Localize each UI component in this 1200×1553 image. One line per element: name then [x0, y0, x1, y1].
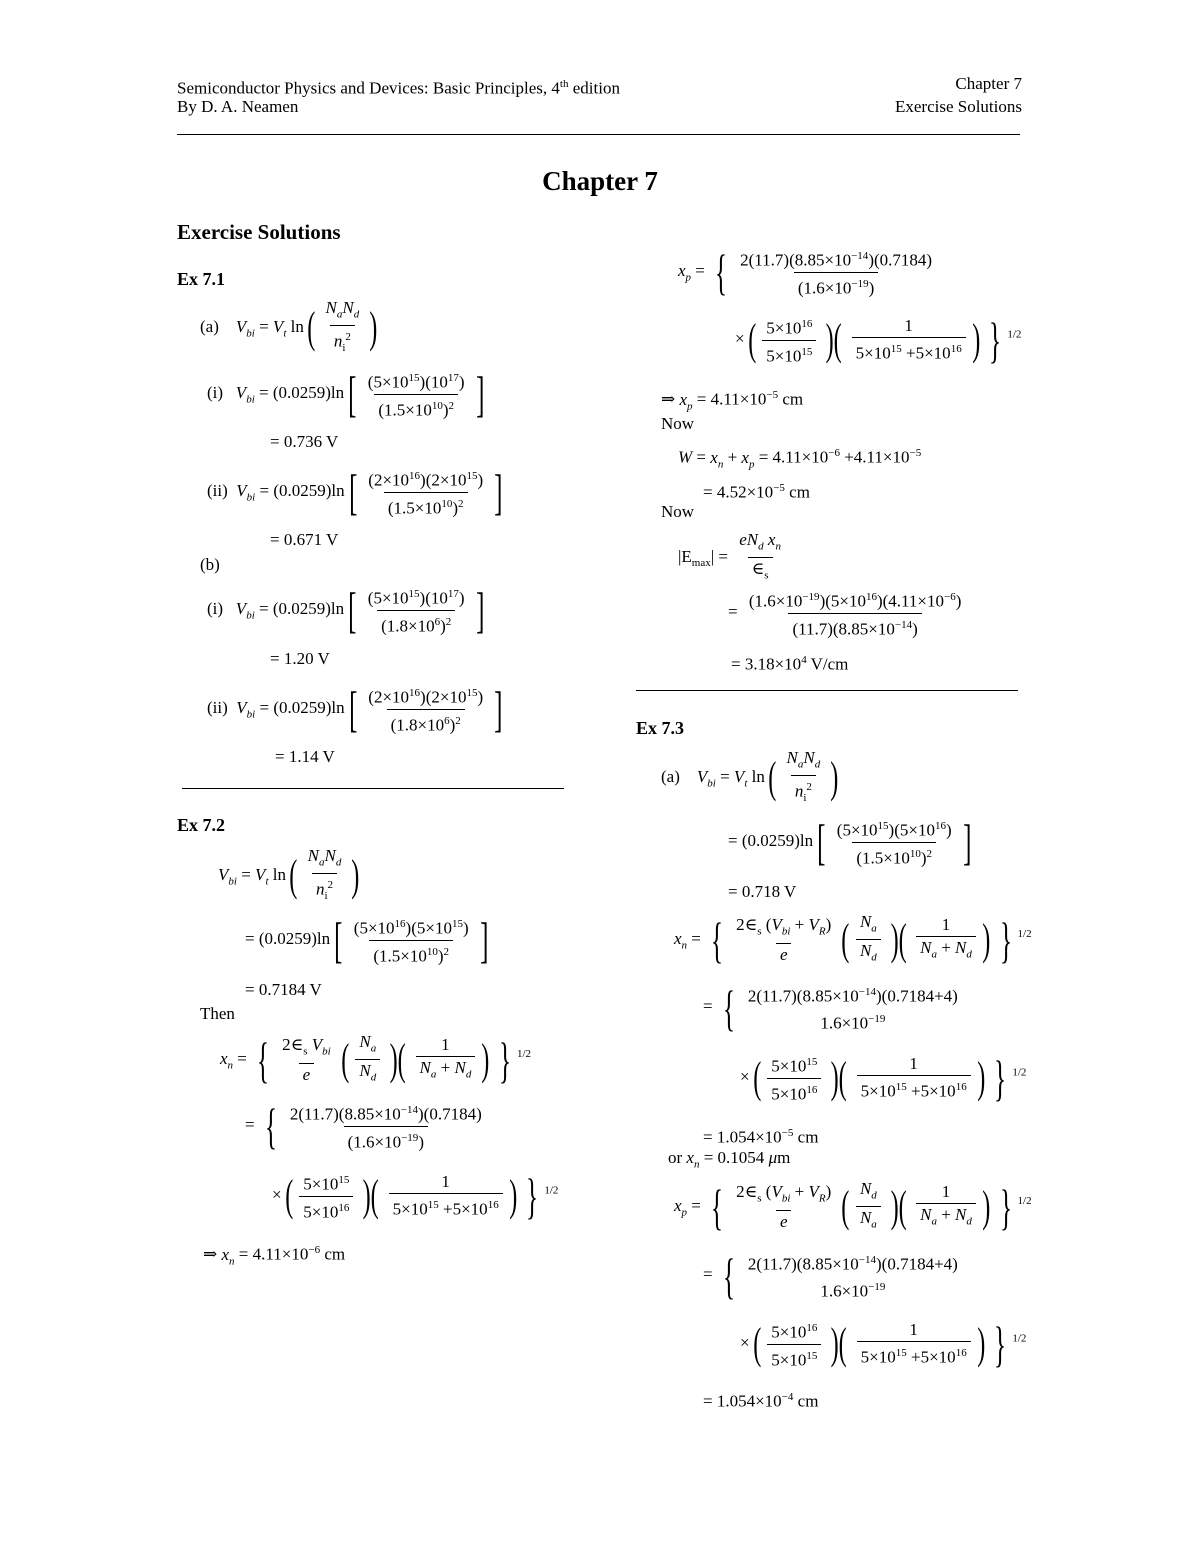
ex73-xn-numeric-1: = { $2(11.7)(8.85\times 10^{-14})(0.7184+4)$ $1.6\times 10^{-19}$	[703, 979, 958, 1036]
ex72-now-2: Now	[661, 502, 695, 521]
ex72-now-1: Now	[661, 414, 695, 433]
ex73-xn-formula: $x_n$ = { $2\in_s$ $(V_{bi} + V_R)$ e ( $\frac{N_a}{N_d}$ )( $\frac{1}{N_a + N_d}$ ) } $^{1/2}$	[674, 911, 1032, 968]
header-chapter: Chapter 7	[955, 74, 1022, 93]
ex72-xp-result: ⇒ $x_p = 4.11\times 10^{-5}$ cm	[661, 389, 804, 413]
ex72-emax-numeric: = $\frac{(1.6\times 10^{-19})(5\times 10^{16})(4.11\times 10^{-6})}{(11.7)(8.85\times 10^{-14})}$	[728, 591, 962, 639]
ex73-xp-result: = $1.054\times 10^{-4}$ cm	[703, 1391, 819, 1411]
ex72-xn-numeric-1: = { $\frac{2(11.7)(8.85\times 10^{-14})(0.7184)}{(1.6\times 10^{-19})}$	[245, 1098, 482, 1155]
ex71-divider	[182, 788, 564, 789]
ex72-w-result: = $4.52\times 10^{-5}$ cm	[703, 482, 810, 502]
ex71-heading: Ex 7.1	[177, 269, 226, 289]
ex73-xn-numeric-2: ×( $\frac{5\times 10^{15}}{5\times 10^{16}}$ )( $\frac{1}{5\times 10^{15} +5\times 10^{16}}$ ) } $^{1/2}$	[740, 1050, 1027, 1107]
ex71-b-label: (b)	[200, 555, 220, 574]
page-title: Chapter 7	[542, 166, 658, 196]
ex72-xn-numeric-2: ×( $\frac{5\times 10^{15}}{5\times 10^{16}}$ )( $\frac{1}{5\times 10^{15} +5\times 10^{16}}$ ) } $^{1/2}$	[272, 1168, 559, 1225]
ex73-xp-formula: $x_p$ = { $2\in_s$ $(V_{bi} + V_R)$ e ( $\frac{N_d}{N_a}$ )( $\frac{1}{N_a + N_d}$ ) } $^{1/2}$	[674, 1178, 1032, 1235]
page-subtitle: Exercise Solutions	[177, 220, 341, 244]
author: By D. A. Neamen	[177, 97, 299, 116]
ex72-xn-formula: $x_n$ = { $2\in_s$ $V_{bi}$ e ( $\frac{N_a}{N_d}$ )( $\frac{1}{N_a + N_d}$ ) } $^{1/2}$	[220, 1031, 532, 1088]
ex73-vbi-numeric: = (0.0259)ln[ $\frac{(5\times 10^{15})(5\times 10^{16})}{(1.5\times 10^{10})^2}$ ]	[728, 814, 972, 871]
header-section: Exercise Solutions	[894, 97, 1022, 116]
ex72-w-formula: $W = x_n + x_p = 4.11\times 10^{-6} +4.11\times 10^{-5}$	[678, 447, 922, 471]
header-rule	[177, 134, 1020, 135]
ex73-xn-result: = $1.054\times 10^{-5}$ cm	[703, 1127, 819, 1147]
ex72-vbi-result: = 0.7184 V	[245, 980, 322, 999]
ex71-ai-formula: (i) $V_{bi} = (0.0259)\ln$[ $\frac{(5\times 10^{15})(10^{17})}{(1.5\times 10^{10})^2}$ ]	[207, 366, 485, 423]
ex72-vbi-numeric: = (0.0259)ln[ $\frac{(5\times 10^{16})(5\times 10^{15})}{(1.5\times 10^{10})^2}$ ]	[245, 912, 489, 969]
ex72-emax-result: = $3.18\times 10^4$ V/cm	[731, 654, 849, 674]
ex73-xp-numeric-1: = { $2(11.7)(8.85\times 10^{-14})(0.7184+4)$ $1.6\times 10^{-19}$	[703, 1247, 958, 1304]
ex72-xn-result: ⇒ $x_n = 4.11\times 10^{-6}$ cm	[203, 1244, 346, 1268]
ex73-xp-numeric-2: ×( $\frac{5\times 10^{16}}{5\times 10^{15}}$ )( $\frac{1}{5\times 10^{15} +5\times 10^{16}}$ ) } $^{1/2}$	[740, 1316, 1027, 1373]
ex72-heading: Ex 7.2	[177, 815, 226, 835]
book-title: Semiconductor Physics and Devices: Basic Principles, 4th edition	[177, 78, 620, 98]
ex71-ai-result: = 0.736 V	[270, 432, 339, 451]
ex73-vbi-formula: (a) $V_{bi} = V_t$ ln( $N_aN_d$ $n_i^2$ )	[661, 748, 842, 808]
ex72-divider	[636, 690, 1018, 691]
ex72-emax-formula: $|E_{max}|$ = $eN_d$ $x_n$ $\in_s$	[678, 530, 788, 586]
ex71-bii-formula: (ii) $V_{bi} = (0.0259)\ln$[ $\frac{(2\times 10^{16})(2\times 10^{15})}{(1.8\times 10^6)^2}$ ]	[207, 681, 503, 738]
ex71-bi-formula: (i) $V_{bi} = (0.0259)\ln$[ $\frac{(5\times 10^{15})(10^{17})}{(1.8\times 10^6)^2}$ ]	[207, 582, 485, 639]
ex71-aii-result: = 0.671 V	[270, 530, 339, 549]
ex71-a-formula: (a) $V_{bi} = V_t$ ln( $N_aN_d$ $n_i^2$ )	[200, 298, 381, 358]
ex72-xp-numeric-1: $x_p$ = { $\frac{2(11.7)(8.85\times 10^{-14})(0.7184)}{(1.6\times 10^{-19})}$	[678, 244, 933, 301]
ex71-bii-result: = 1.14 V	[275, 747, 335, 766]
ex72-then: Then	[200, 1004, 235, 1023]
ex71-aii-formula: (ii) $V_{bi} = (0.0259)\ln$[ $\frac{(2\times 10^{16})(2\times 10^{15})}{(1.5\times 10^{10})^2}$ ]	[207, 464, 503, 521]
ex72-vbi-formula: $V_{bi} = V_t$ ln( $N_aN_d$ $n_i^2$ )	[218, 846, 363, 906]
ex73-xn-um: or $x_n = 0.1054$ μm	[668, 1148, 791, 1171]
ex72-xp-numeric-2: ×( $\frac{5\times 10^{16}}{5\times 10^{15}}$ )( $\frac{1}{5\times 10^{15} +5\times 10^{16}}$ ) } $^{1/2}$	[735, 312, 1022, 369]
ex71-bi-result: = 1.20 V	[270, 649, 330, 668]
ex73-vbi-result: = 0.718 V	[728, 882, 797, 901]
ex73-heading: Ex 7.3	[636, 718, 685, 738]
